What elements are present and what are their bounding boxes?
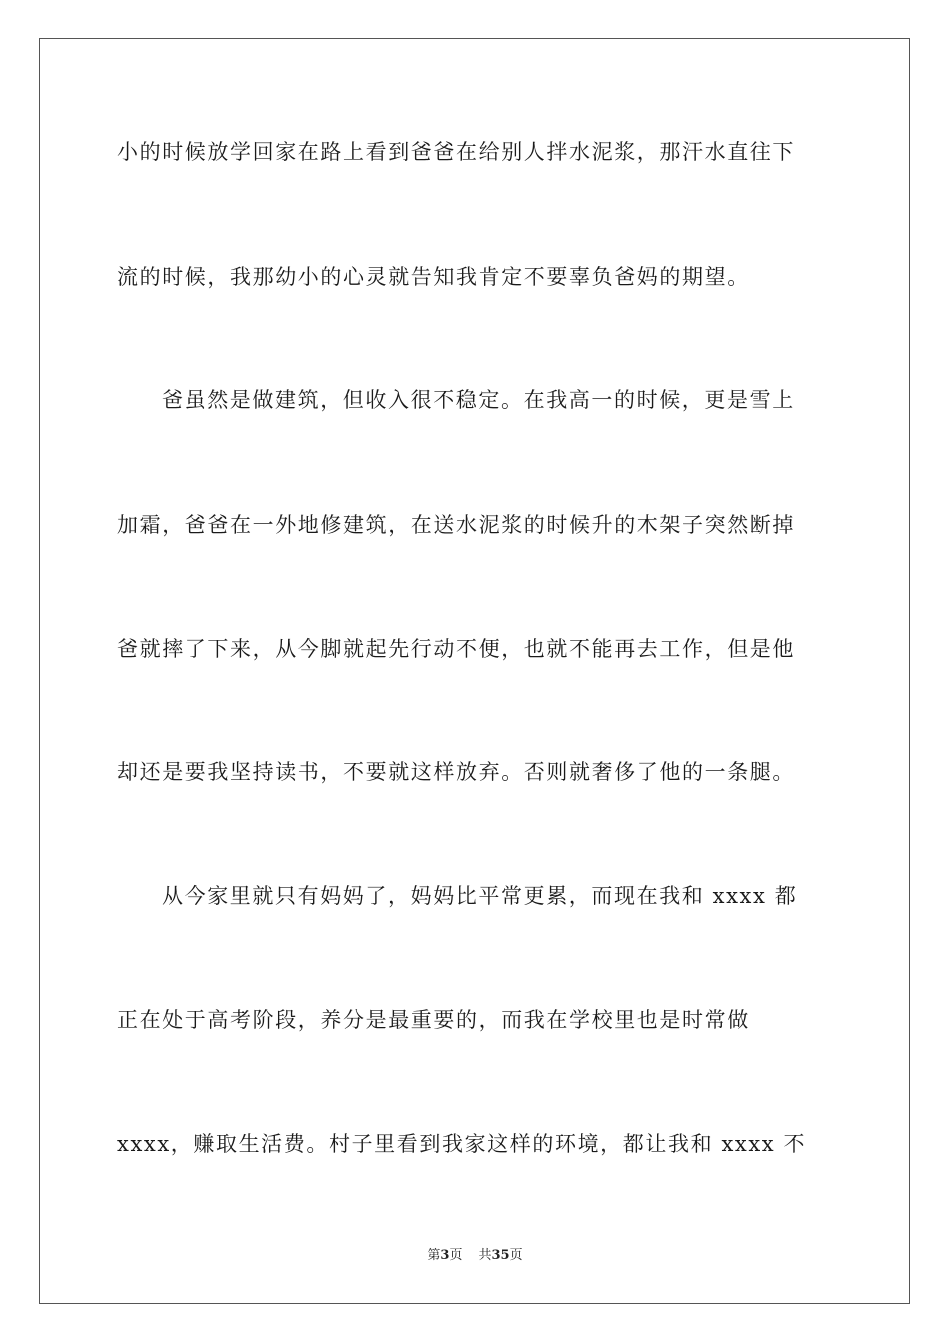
text-line-4: 加霜，爸爸在一外地修建筑，在送水泥浆的时候升的木架子突然断掉 — [117, 513, 795, 537]
total-prefix: 共 — [478, 1248, 492, 1263]
text-line-7: 从今家里就只有妈妈了，妈妈比平常更累，而现在我和 xxxx 都 — [162, 884, 798, 908]
text-line-5: 爸就摔了下来，从今脚就起先行动不便，也就不能再去工作，但是他 — [117, 637, 795, 661]
page-footer — [0, 1247, 950, 1265]
total-pages: 35 — [491, 1248, 510, 1263]
text-line-8: 正在处于高考阶段，养分是最重要的，而我在学校里也是时常做 — [117, 1008, 750, 1032]
text-line-6: 却还是要我坚持读书，不要就这样放弃。否则就奢侈了他的一条腿。 — [117, 760, 795, 784]
text-line-1: 小的时候放学回家在路上看到爸爸在给别人拌水泥浆，那汗水直往下 — [117, 140, 795, 164]
text-line-9: xxxx，赚取生活费。村子里看到我家这样的环境，都让我和 xxxx 不 — [117, 1132, 807, 1156]
text-line-3: 爸虽然是做建筑，但收入很不稳定。在我高一的时候，更是雪上 — [162, 388, 795, 412]
page-number: 3 — [440, 1248, 450, 1263]
page-prefix: 第 — [427, 1248, 441, 1263]
total-suffix: 页 — [509, 1248, 523, 1263]
page-suffix: 页 — [449, 1248, 463, 1263]
page-border — [39, 38, 910, 1304]
text-line-2: 流的时候，我那幼小的心灵就告知我肯定不要辜负爸妈的期望。 — [117, 265, 750, 289]
